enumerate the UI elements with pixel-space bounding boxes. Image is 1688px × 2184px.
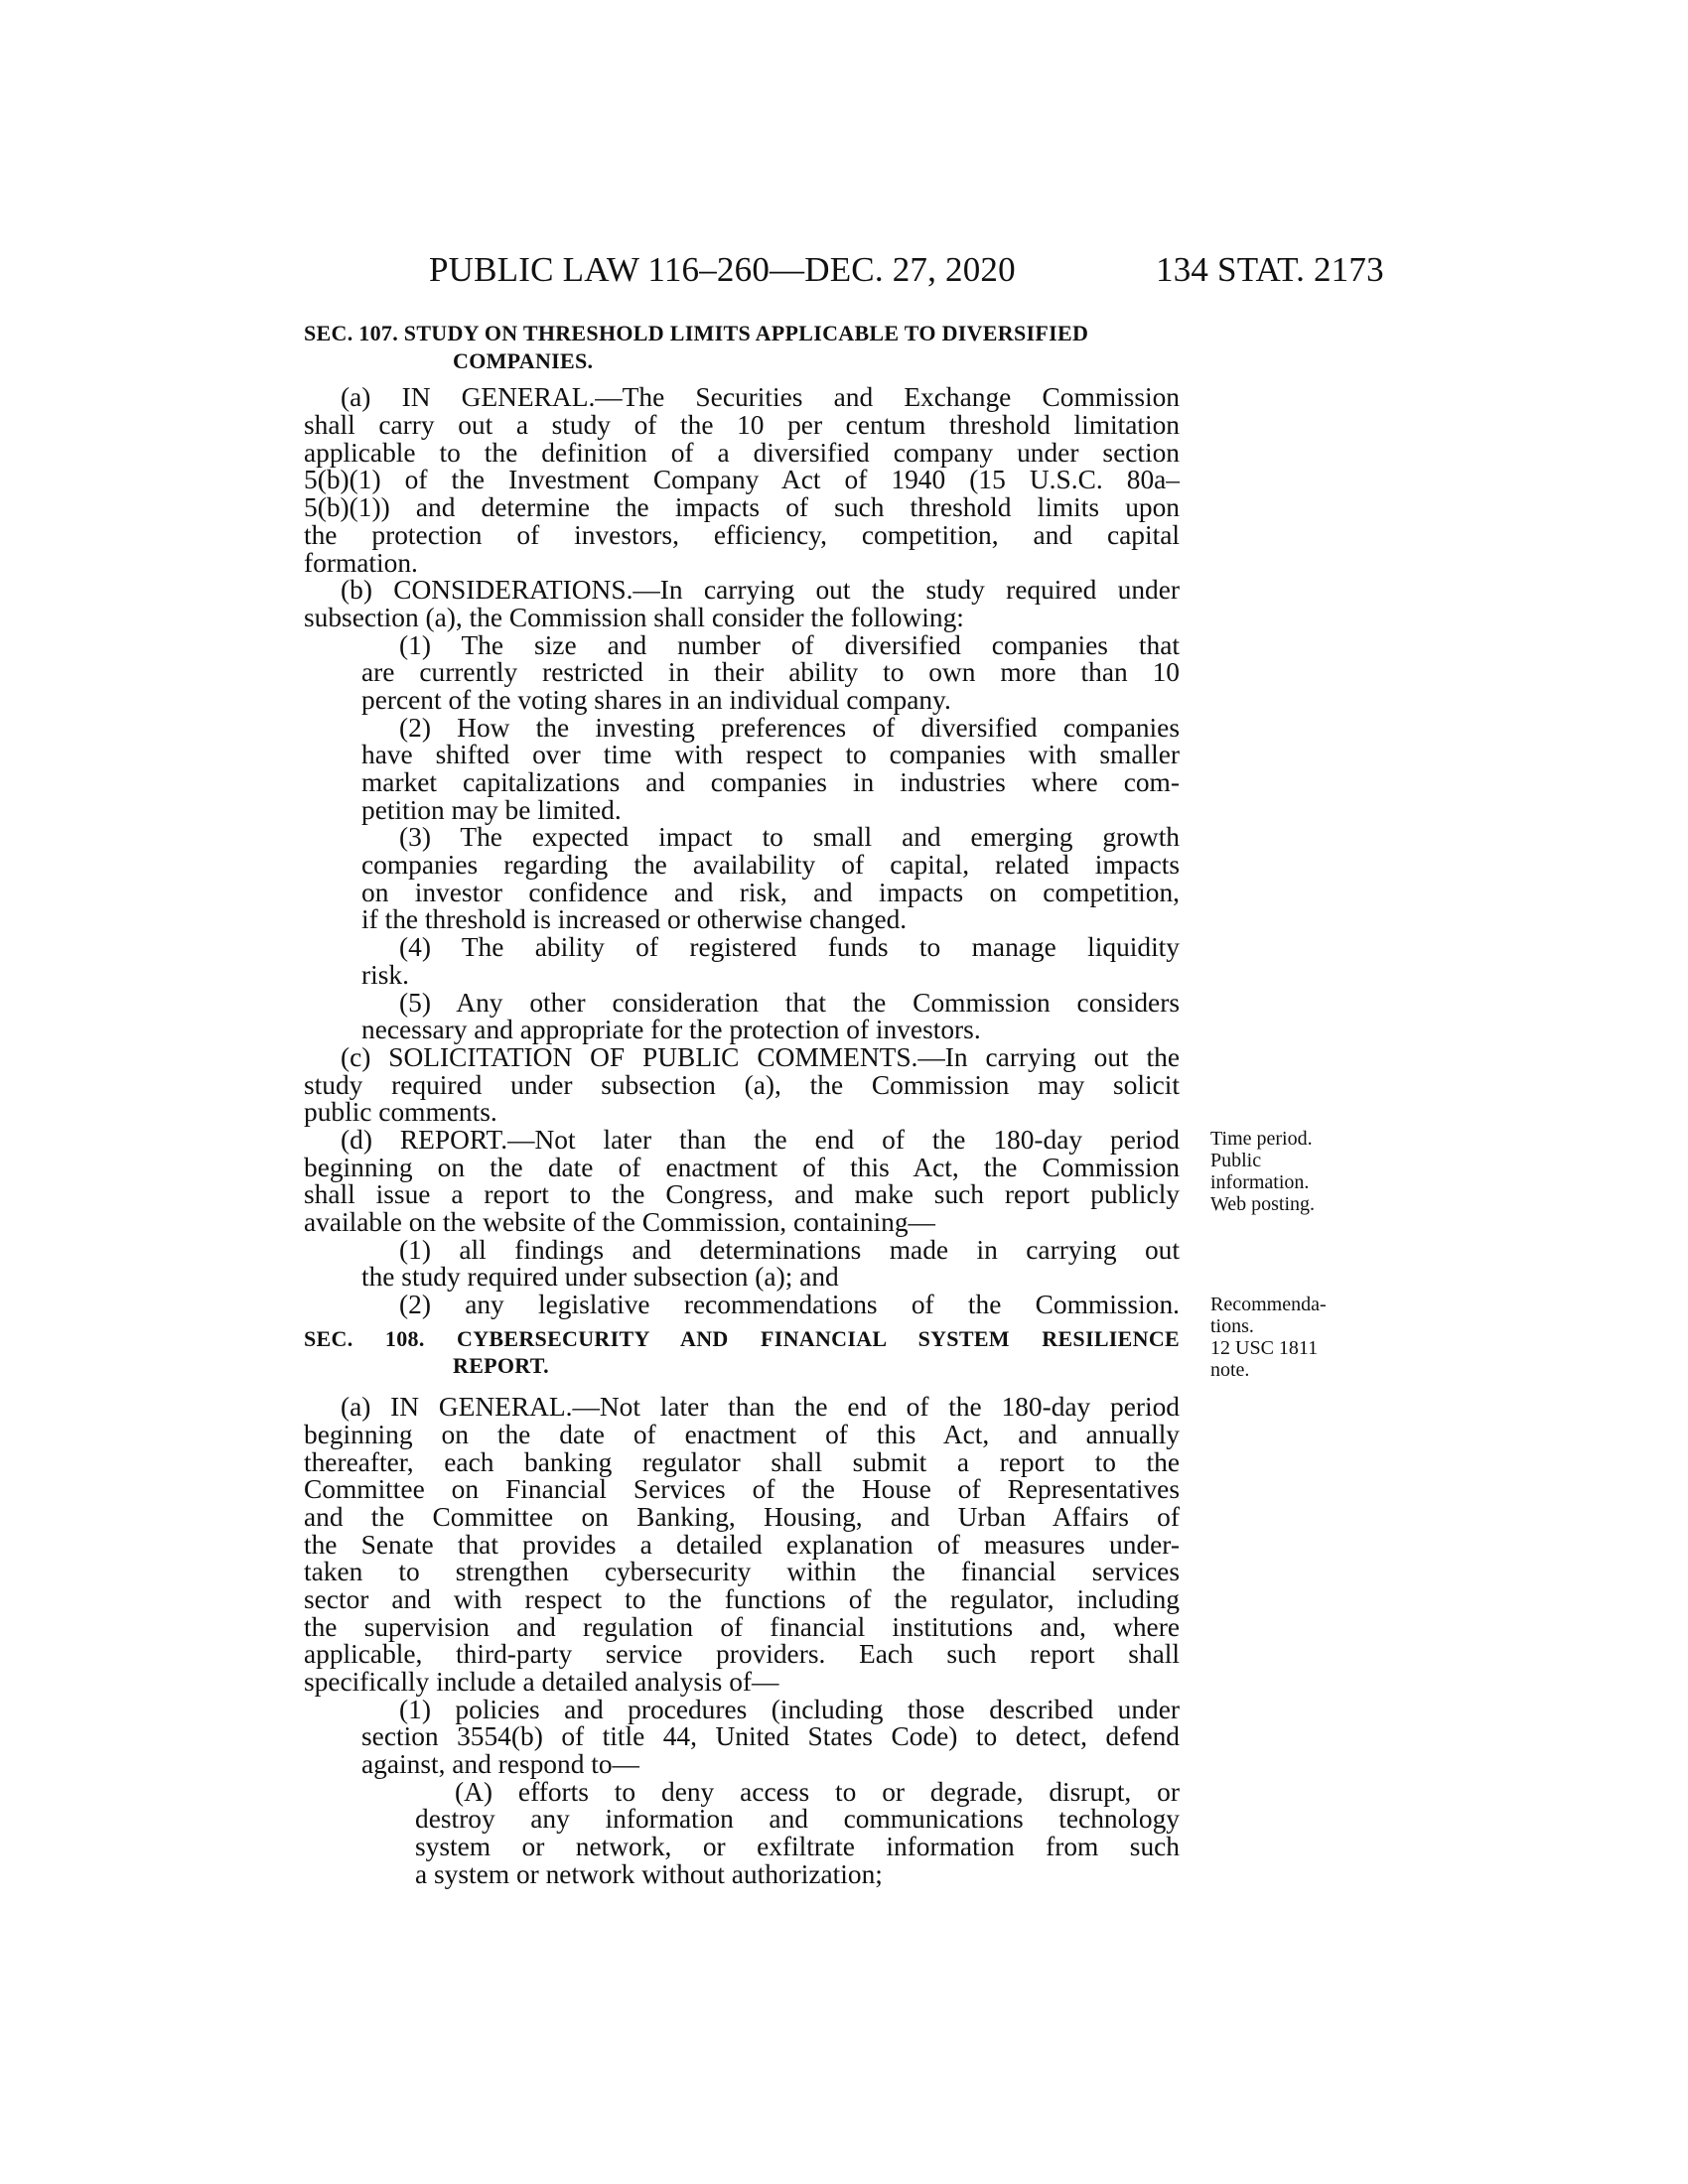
text-line: sector and with respect to the functions of the regulator, including [304, 1583, 1180, 1614]
text-line: (1) policies and procedures (including those described under [399, 1694, 1180, 1724]
margin-note-recommendations [1210, 1294, 1327, 1381]
running-header-law: PUBLIC LAW 116–260—DEC. 27, 2020 [429, 250, 1016, 289]
text-line: applicable, third-party service providers. Each such report shall [304, 1639, 1180, 1670]
text-line: necessary and appropriate for the protection of investors. [361, 1015, 981, 1045]
margin-note-line: tions. [1210, 1315, 1254, 1337]
text-line: section 3554(b) of title 44, United States Code) to detect, defend [361, 1721, 1180, 1752]
text-line: percent of the voting shares in an individual company. [361, 684, 951, 715]
text-line: if the threshold is increased or otherwise changed. [361, 904, 908, 935]
running-header-stat: 134 STAT. 2173 [1156, 250, 1384, 289]
text-line: a system or network without authorization; [415, 1858, 883, 1889]
text-line: available on the website of the Commission, containing— [304, 1207, 935, 1237]
text-line: against, and respond to— [361, 1749, 639, 1780]
margin-note-line: 12 USC 1811 [1210, 1337, 1319, 1359]
text-line: (2) How the investing preferences of diversified companies [399, 712, 1180, 743]
text-line: (4) The ability of registered funds to manage liquidity [399, 932, 1180, 963]
margin-note-line: information. [1210, 1171, 1310, 1193]
text-line: (1) The size and number of diversified companies that [399, 629, 1180, 660]
text-line: the protection of investors, efficiency, competition, and capital [304, 519, 1180, 550]
text-line: public comments. [304, 1097, 497, 1128]
body-text [304, 320, 1180, 1889]
text-line: thereafter, each banking regulator shall submit a report to the [304, 1446, 1180, 1477]
section-108-heading-cont: REPORT. [453, 1353, 549, 1379]
text-line: (d) REPORT.—Not later than the end of the 180-day period [341, 1124, 1180, 1155]
text-line: (b) CONSIDERATIONS.—In carrying out the study required under [341, 575, 1180, 606]
text-line: (5) Any other consideration that the Commission considers [399, 987, 1180, 1018]
text-line: petition may be limited. [361, 794, 622, 825]
text-line: 5(b)(1) of the Investment Company Act of 1940 (15 U.S.C. 80a– [304, 465, 1180, 495]
text-line: shall issue a report to the Congress, and make such report publicly [304, 1179, 1180, 1210]
text-line: have shifted over time with respect to companies with smaller [361, 740, 1180, 770]
text-line: (c) SOLICITATION OF PUBLIC COMMENTS.—In carrying out the [341, 1041, 1180, 1072]
text-line: beginning on the date of enactment of this Act, and annually [304, 1419, 1180, 1449]
margin-note-time-period [1210, 1128, 1315, 1215]
margin-note-line: Recommenda- [1210, 1294, 1327, 1315]
text-line: destroy any information and communications technology [415, 1804, 1180, 1835]
text-line: 5(b)(1)) and determine the impacts of such threshold limits upon [304, 492, 1180, 523]
text-line: are currently restricted in their ability to own more than 10 [361, 657, 1180, 688]
section-107-heading: SEC. 107. STUDY ON THRESHOLD LIMITS APPLICABLE TO DIVERSIFIED [304, 321, 1089, 345]
text-line: the supervision and regulation of financial institutions and, where [304, 1611, 1180, 1642]
margin-note-line: Time period. [1210, 1128, 1313, 1150]
text-line: (1) all findings and determinations made in carrying out [399, 1234, 1180, 1265]
text-line: the Senate that provides a detailed explanation of measures under- [304, 1529, 1180, 1560]
text-line: companies regarding the availability of capital, related impacts [361, 850, 1180, 881]
text-line: on investor confidence and risk, and impacts on competition, [361, 877, 1180, 907]
margin-note-line: note. [1210, 1359, 1250, 1381]
text-line: Committee on Financial Services of the House of Representatives [304, 1474, 1180, 1505]
text-line: shall carry out a study of the 10 per centum threshold limitation [304, 410, 1180, 441]
margin-note-line: Web posting. [1210, 1193, 1316, 1215]
text-line: specifically include a detailed analysis of— [304, 1667, 779, 1697]
section-107-heading-cont: COMPANIES. [453, 347, 594, 373]
text-line: study required under subsection (a), the Commission may solicit [304, 1069, 1180, 1100]
text-line: and the Committee on Banking, Housing, and Urban Affairs of [304, 1501, 1180, 1532]
text-line: (2) any legislative recommendations of the Commission. [399, 1290, 1180, 1320]
margin-note-line: Public [1210, 1150, 1262, 1171]
text-line: (a) IN GENERAL.—Not later than the end of the 180-day period [341, 1392, 1180, 1423]
text-line: (a) IN GENERAL.—The Securities and Exchange Commission [341, 382, 1180, 413]
text-line: subsection (a), the Commission shall consider the following: [304, 602, 964, 632]
text-line: applicable to the definition of a diversified company under section [304, 437, 1180, 468]
text-line: the study required under subsection (a); and [361, 1262, 839, 1293]
text-line: taken to strengthen cybersecurity within the financial services [304, 1557, 1180, 1587]
text-line: beginning on the date of enactment of this Act, the Commission [304, 1152, 1180, 1182]
text-line: system or network, or exfiltrate information from such [415, 1832, 1180, 1862]
section-108-heading: SEC. 108. CYBERSECURITY AND FINANCIAL SYSTEM RESILIENCE [304, 1325, 1180, 1351]
text-line: formation. [304, 547, 418, 578]
text-line: (3) The expected impact to small and emerging growth [399, 822, 1180, 853]
text-line: market capitalizations and companies in industries where com- [361, 767, 1180, 797]
text-line: (A) efforts to deny access to or degrade, disrupt, or [455, 1776, 1180, 1807]
text-line: risk. [361, 959, 409, 990]
